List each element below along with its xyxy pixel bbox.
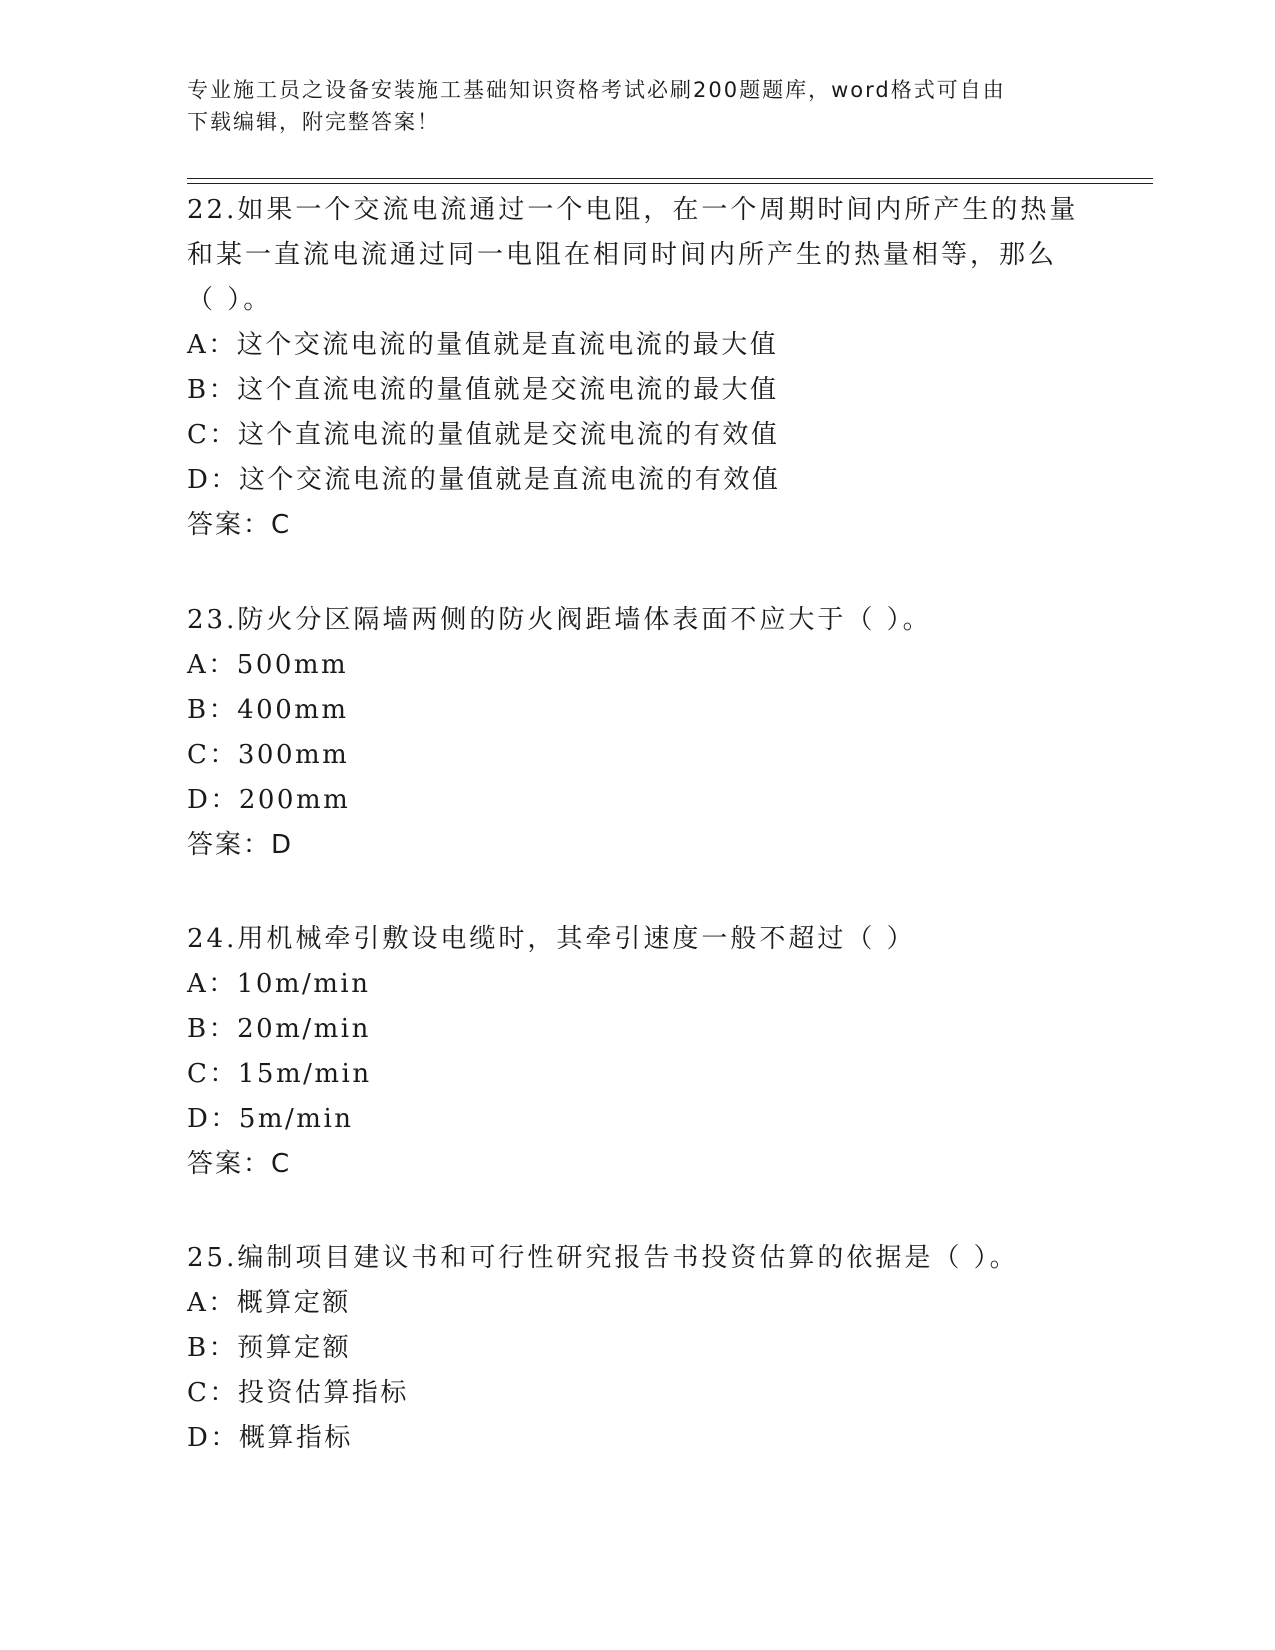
option-d: D：5m/min: [187, 1104, 354, 1134]
header-divider-bottom: [187, 183, 1153, 184]
header-line-1: 专业施工员之设备安装施工基础知识资格考试必刷200题题库，word格式可自由: [187, 78, 1006, 102]
question-stem-line: 25.编制项目建议书和可行性研究报告书投资估算的依据是（ ）。: [187, 1243, 1019, 1273]
option-d: D：200mm: [187, 785, 351, 815]
question-23: [187, 598, 1087, 868]
option-a: A：这个交流电流的量值就是直流电流的最大值: [187, 330, 779, 360]
header-line-2: 下载编辑，附完整答案！: [187, 110, 440, 134]
header-divider-top: [187, 178, 1153, 179]
question-stem-line: 22.如果一个交流电流通过一个电阻，在一个周期时间内所产生的热量: [187, 195, 1079, 225]
option-c: C：投资估算指标: [187, 1378, 409, 1408]
question-stem-line: 和某一直流电流通过同一电阻在相同时间内所产生的热量相等，那么: [187, 240, 1058, 270]
option-a: A：概算定额: [187, 1288, 351, 1318]
question-stem-line: 23.防火分区隔墙两侧的防火阀距墙体表面不应大于（ ）。: [187, 605, 932, 635]
option-d: D：这个交流电流的量值就是直流电流的有效值: [187, 465, 781, 495]
document-header: [187, 74, 1087, 138]
option-b: B：20m/min: [187, 1014, 371, 1044]
question-24: [187, 917, 1087, 1187]
option-c: C：300mm: [187, 740, 350, 770]
question-22: [187, 188, 1087, 548]
answer-line: 答案：C: [187, 1149, 292, 1179]
question-stem-line: 24.用机械牵引敷设电缆时，其牵引速度一般不超过（ ）: [187, 924, 916, 954]
option-b: B：400mm: [187, 695, 349, 725]
option-c: C：这个直流电流的量值就是交流电流的有效值: [187, 420, 780, 450]
option-b: B：预算定额: [187, 1333, 352, 1363]
question-25: [187, 1236, 1087, 1461]
answer-line: 答案：C: [187, 510, 292, 540]
option-d: D：概算指标: [187, 1423, 353, 1453]
answer-line: 答案：D: [187, 830, 294, 860]
option-b: B：这个直流电流的量值就是交流电流的最大值: [187, 375, 779, 405]
option-a: A：500mm: [187, 650, 349, 680]
question-stem-line: （ ）。: [187, 285, 273, 315]
option-a: A：10m/min: [187, 969, 371, 999]
option-c: C：15m/min: [187, 1059, 372, 1089]
